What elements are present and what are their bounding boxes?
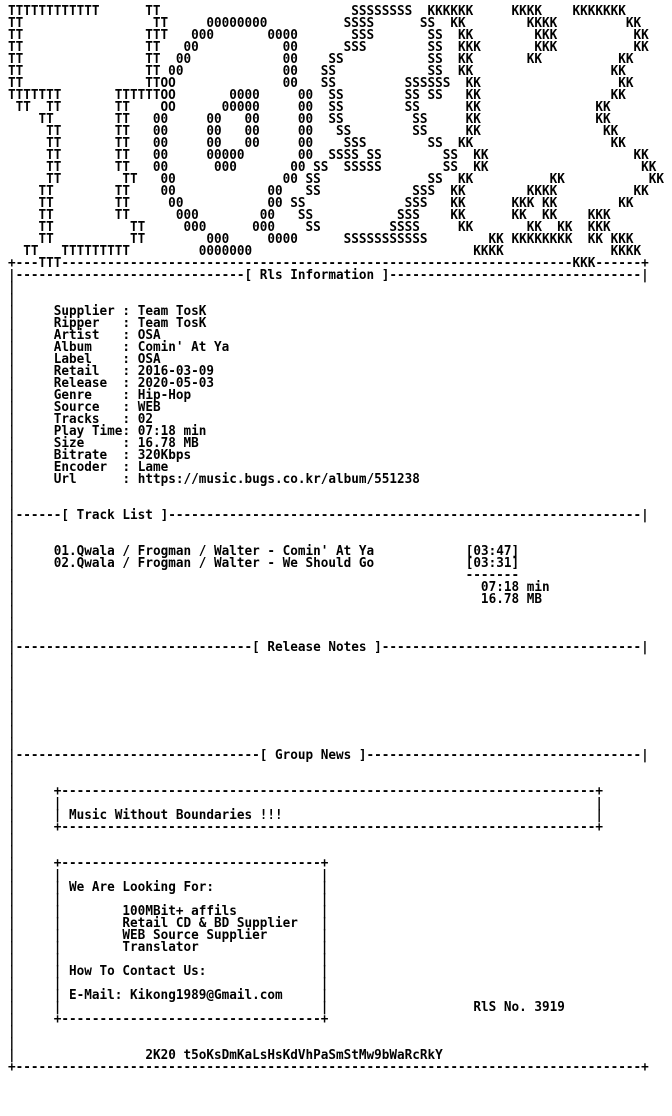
field-value-release: 2020-05-03: [137, 376, 214, 391]
field-label: Play Time: [53, 424, 123, 439]
header-border: +---TTT-------------------------------------------------------------------KKK------+: [8, 256, 649, 271]
looking-for-item: Translator: [122, 940, 199, 955]
looking-for-item: Retail CD & BD Supplier: [122, 916, 298, 931]
logo-line: TT TT 000 000 SS SSSS KK KK KK KKK: [8, 220, 611, 235]
field-label: Supplier: [53, 304, 115, 319]
field-value-size: 16.78 MB: [137, 436, 199, 451]
field-value-genre: Hip-Hop: [137, 388, 192, 403]
field-value-label: OSA: [137, 352, 161, 367]
section-title-info: [ Rls Information ]: [244, 268, 390, 283]
field-value-retail: 2016-03-09: [137, 364, 214, 379]
logo-line: TT TT TT OO 00000 00 SS SS KK KK: [8, 100, 611, 115]
field-value-url: https://music.bugs.co.kr/album/551238: [137, 472, 420, 487]
field-value-encoder: Lame: [137, 460, 169, 475]
logo-line: TT TT 000 0000 SSSSSSSSSSS KK KKKKKKKK KK KKK: [8, 232, 634, 247]
tracks-total-time: 07:18 min: [480, 580, 550, 595]
section-title-notes: [ Release Notes ]: [252, 640, 382, 655]
logo-line: TT TTOO 00 SS SSSSSS KK KK: [8, 76, 634, 91]
field-label: Genre: [53, 388, 92, 403]
logo-line: TTTTTTTTTTTT TT SSSSSSSS KKKKKK KKKK KKKKKKK: [8, 4, 626, 19]
footer-tag: 2K20 t5oKsDmKaLsHsKdVhPaSmStMw9bWaRcRkY: [145, 1048, 443, 1063]
logo-line: TT TT 00 00 SSS SS KKK KKK KK: [8, 40, 649, 55]
track-title: 01.Qwala / Frogman / Walter - Comin' At Ya: [53, 544, 375, 559]
logo-line: TT TT 00 000 00 SS SSSSS SS KK KK: [8, 160, 657, 175]
logo-line: TT TT 000 00 SS SSS KK KK KK KKK: [8, 208, 611, 223]
logo-line: TT TT 00 00 00 00 SS SS KK KK: [8, 124, 619, 139]
field-label: Label: [53, 352, 92, 367]
field-value-album: Comin' At Ya: [137, 340, 230, 355]
field-label: Retail: [53, 364, 100, 379]
field-label: Source: [53, 400, 100, 415]
field-label: Encoder: [53, 460, 108, 475]
field-label: Tracks: [53, 412, 100, 427]
logo-line: TT TTTTTTTTT 0000000 KKKK KKKK: [8, 244, 642, 259]
email-line: E-Mail: Kikong1989@Gmail.com: [69, 988, 283, 1003]
section-title-tracks: [ Track List ]: [61, 508, 169, 523]
field-label: Album: [53, 340, 92, 355]
rls-number: RlS No. 3919: [473, 1000, 565, 1015]
field-label: Bitrate: [53, 448, 108, 463]
contact-label: How To Contact Us:: [69, 964, 207, 979]
logo-line: TT TT 00 00 SS SSS KK KKK KK KK: [8, 196, 634, 211]
field-value-playtime: 07:18 min: [137, 424, 207, 439]
logo-line: TT TTT 000 0000 SSS SS KK KKK KK: [8, 28, 649, 43]
field-label: Size: [53, 436, 85, 451]
track-time: [03:31]: [465, 556, 520, 571]
field-value-bitrate: 320Kbps: [137, 448, 192, 463]
field-value-ripper: Team TosK: [137, 316, 207, 331]
logo-line: TT TT 00 00 00 00 SS SS KK KK: [8, 112, 611, 127]
field-value-supplier: Team TosK: [137, 304, 207, 319]
field-value-artist: OSA: [137, 328, 161, 343]
field-value-source: WEB: [137, 400, 161, 415]
track-title: 02.Qwala / Frogman / Walter - We Should Go: [53, 556, 375, 571]
field-label: Artist: [53, 328, 100, 343]
field-value-tracks: 02: [137, 412, 153, 427]
logo-line: TT TT 00 00 SS SS KK KK KK: [8, 172, 664, 187]
logo-line: TT TT 00 00000 00 SSSS SS SS KK KK: [8, 148, 649, 163]
logo-line: TT TT 00 00 SS SSS KK KKKK KK: [8, 184, 649, 199]
nfo-text: TTTTTTTTTTTT TT SSSSSSSS KKKKKK KKKK KKKKKKK TT TT 00000000 SSSS SS KK KKKK KK TT TTT 000 0000 SSS SS KK KKK KK TT TT 00 00 SSS SS KKK KKK KK TT TT 00 00 SS SS KK KK KK TT TT 00 00 SS SS KK KK TT TTOO 00 SS SSSSSS KK KK TTTTTTT TTTTTTOO 0000 00 SS SS SS KK KK TT TT TT OO 00000 00 SS SS KK KK TT TT 00 00 00 00 SS SS KK KK TT TT 00 00 00 00 SS SS KK KK TT TT 00 00 00 00 SSS SS KK KK TT TT 00 00000 00 SSSS SS SS KK KK TT TT 00 000 00 SS SSSSS SS KK KK TT TT 00 00 SS SS KK KK KK TT TT 00 00 SS SSS KK KKKK KK TT TT 00 00 SS SSS KK KKK KK KK TT TT 000 00 SS SSS KK KK KK KKK TT TT 000 000 SS SSSS KK KK KK KKK TT TT 000 0000 SSSSSSSSSSS KK KKKKKKKK KK KKK TT TTTTTTTTT 0000000 KKKK KKKK +---TTT-------------------------------------------------------------------KKK------+ |------------------------------[ Rls Information ]---------------------------------| | | | Supplier : Team TosK | Ripper : Team TosK | Artist : OSA | Album : Comin' At Ya | Label : OSA | Retail : 2016-03-09 | Release : 2020-05-03 | Genre : Hip-Hop | Source : WEB | Tracks : 02 | Play Time: 07:18 min | Size : 16.78 MB | Bitrate : 320Kbps | Encoder : Lame | Url : https://music.bugs.co.kr/album/551238 | | |------[ Track List ]--------------------------------------------------------------| | | | 01.Qwala / Frogman / Walter - Comin' At Ya [03:47] | 02.Qwala / Frogman / Walter - We Should Go [03:31] | ------- | 07:18 min | 16.78 MB | | | |-------------------------------[ Release Notes ]----------------------------------| | | | | | | | | |--------------------------------[ Group News ]------------------------------------| | | | +----------------------------------------------------------------------+ | | | | | Music Without Boundaries !!! | | +----------------------------------------------------------------------+ | | | +----------------------------------+ | | | | | We Are Looking For: | | | | | | 100MBit+ affils | | | Retail CD & BD Supplier | | | WEB Source Supplier | | | Translator | | | | | | How To Contact Us: | | | | | | E-Mail: Kikong1989@Gmail.com | | | | RlS No. 3919 | +----------------------------------+ | | | 2K20 t5oKsDmKaLsHsKdVhPaSmStMw9bWaRcRkY +----------------------------------------------------------------------------------+: [8, 4, 664, 1075]
track-time: [03:47]: [465, 544, 520, 559]
tracks-total-size: 16.78 MB: [480, 592, 542, 607]
section-title-news: [ Group News ]: [259, 748, 367, 763]
logo-line: TT TT 00 00 SS SS KK KK: [8, 64, 626, 79]
field-label: Ripper: [53, 316, 100, 331]
motto-text: Music Without Boundaries !!!: [69, 808, 283, 823]
logo-line: TT TT 00000000 SSSS SS KK KKKK KK: [8, 16, 642, 31]
looking-for-item: 100MBit+ affils: [122, 904, 237, 919]
looking-for-label: We Are Looking For:: [69, 880, 214, 895]
looking-for-item: WEB Source Supplier: [122, 928, 268, 943]
field-label: Url: [53, 472, 77, 487]
logo-line: TTTTTTT TTTTTTOO 0000 00 SS SS SS KK KK: [8, 88, 626, 103]
field-label: Release: [53, 376, 108, 391]
logo-line: TT TT 00 00 SS SS KK KK KK: [8, 52, 634, 67]
logo-line: TT TT 00 00 00 00 SSS SS KK KK: [8, 136, 626, 151]
